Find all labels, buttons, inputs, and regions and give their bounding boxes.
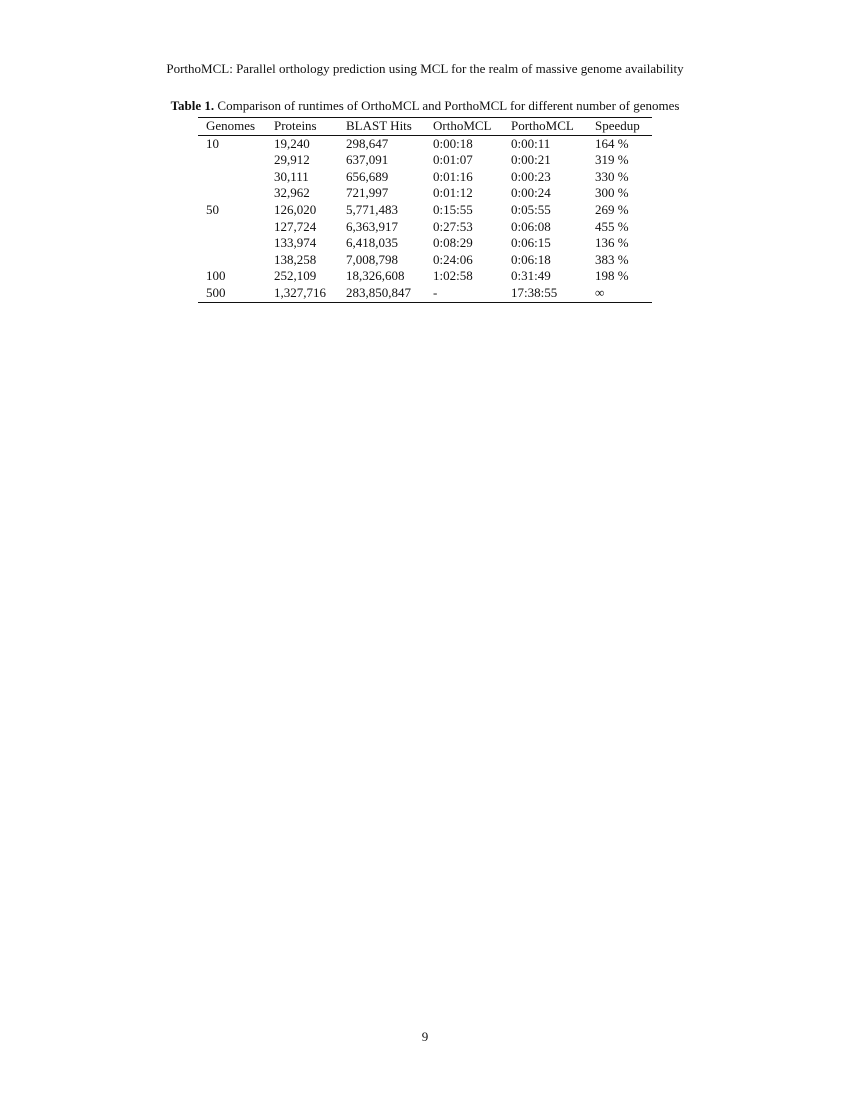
cell-proteins: 127,724 — [274, 218, 317, 234]
cell-speedup: 269 % — [595, 201, 629, 217]
cell-blast-hits: 18,326,608 — [346, 268, 405, 284]
cell-orthomcl: 1:02:58 — [433, 268, 473, 284]
table-row — [198, 135, 652, 152]
table-row — [198, 235, 652, 252]
cell-blast-hits: 283,850,847 — [346, 284, 411, 300]
cell-speedup: 383 % — [595, 251, 629, 267]
cell-porthomcl: 0:00:21 — [511, 152, 551, 168]
cell-speedup: 319 % — [595, 152, 629, 168]
cell-genomes: 500 — [206, 284, 226, 300]
column-header-blast-hits: BLAST Hits — [346, 118, 412, 133]
cell-orthomcl: 0:08:29 — [433, 235, 473, 251]
cell-blast-hits: 7,008,798 — [346, 251, 398, 267]
cell-speedup: 455 % — [595, 218, 629, 234]
cell-blast-hits: 6,363,917 — [346, 218, 398, 234]
cell-blast-hits: 5,771,483 — [346, 201, 398, 217]
cell-proteins: 32,962 — [274, 185, 310, 201]
table-row — [198, 268, 652, 285]
cell-proteins: 1,327,716 — [274, 284, 326, 300]
cell-blast-hits: 637,091 — [346, 152, 389, 168]
cell-orthomcl: 0:01:07 — [433, 152, 473, 168]
cell-proteins: 138,258 — [274, 251, 317, 267]
cell-porthomcl: 0:06:15 — [511, 235, 551, 251]
cell-genomes — [198, 252, 266, 269]
cell-genomes: 100 — [206, 268, 226, 284]
cell-blast-hits: 298,647 — [346, 135, 389, 151]
cell-porthomcl: 0:00:24 — [511, 185, 551, 201]
column-header-speedup: Speedup — [595, 118, 640, 133]
cell-porthomcl: 0:06:18 — [511, 251, 551, 267]
cell-proteins: 19,240 — [274, 135, 310, 151]
running-header: PorthoMCL: Parallel orthology prediction using MCL for the realm of massive genome availability — [166, 61, 684, 76]
cell-blast-hits: 6,418,035 — [346, 235, 398, 251]
cell-speedup: 164 % — [595, 135, 629, 151]
cell-speedup: 136 % — [595, 235, 629, 251]
column-header-orthomcl: OrthoMCL — [433, 118, 492, 133]
page-number: 9 — [421, 1029, 429, 1044]
table-header-row — [198, 118, 652, 136]
cell-blast-hits: 721,997 — [346, 185, 389, 201]
table-row — [198, 202, 652, 219]
column-header-proteins: Proteins — [274, 118, 317, 133]
cell-genomes — [198, 185, 266, 202]
table-row — [198, 169, 652, 186]
table-row — [198, 285, 652, 302]
cell-blast-hits: 656,689 — [346, 168, 389, 184]
table-caption-text: Comparison of runtimes of OrthoMCL and PorthoMCL for different number of genomes — [214, 98, 680, 113]
column-header-genomes: Genomes — [206, 118, 256, 133]
cell-proteins: 252,109 — [274, 268, 317, 284]
cell-genomes — [198, 235, 266, 252]
cell-orthomcl: 0:01:12 — [433, 185, 473, 201]
cell-proteins: 133,974 — [274, 235, 317, 251]
cell-speedup: 300 % — [595, 185, 629, 201]
cell-porthomcl: 0:06:08 — [511, 218, 551, 234]
table-row — [198, 252, 652, 269]
cell-speedup: 330 % — [595, 168, 629, 184]
cell-genomes — [198, 169, 266, 186]
table-caption — [0, 98, 850, 114]
runtime-comparison-table — [198, 117, 652, 303]
cell-genomes: 10 — [206, 135, 219, 151]
table-caption-label: Table 1. — [170, 98, 215, 113]
cell-genomes: 50 — [206, 201, 219, 217]
cell-porthomcl: 0:31:49 — [511, 268, 551, 284]
cell-orthomcl: 0:24:06 — [433, 251, 473, 267]
cell-orthomcl: - — [433, 284, 438, 300]
table-row — [198, 219, 652, 236]
cell-genomes — [198, 152, 266, 169]
cell-orthomcl: 0:00:18 — [433, 135, 473, 151]
table-row — [198, 185, 652, 202]
cell-proteins: 126,020 — [274, 201, 317, 217]
cell-porthomcl: 0:00:11 — [511, 135, 551, 151]
cell-porthomcl: 0:00:23 — [511, 168, 551, 184]
table-row — [198, 152, 652, 169]
cell-porthomcl: 17:38:55 — [511, 284, 558, 300]
cell-proteins: 29,912 — [274, 152, 310, 168]
cell-orthomcl: 0:15:55 — [433, 201, 473, 217]
cell-proteins: 30,111 — [274, 168, 309, 184]
cell-genomes — [198, 219, 266, 236]
column-header-porthomcl: PorthoMCL — [511, 118, 574, 133]
cell-speedup: ∞ — [595, 284, 605, 300]
cell-speedup: 198 % — [595, 268, 629, 284]
cell-porthomcl: 0:05:55 — [511, 201, 551, 217]
cell-orthomcl: 0:01:16 — [433, 168, 473, 184]
cell-orthomcl: 0:27:53 — [433, 218, 473, 234]
